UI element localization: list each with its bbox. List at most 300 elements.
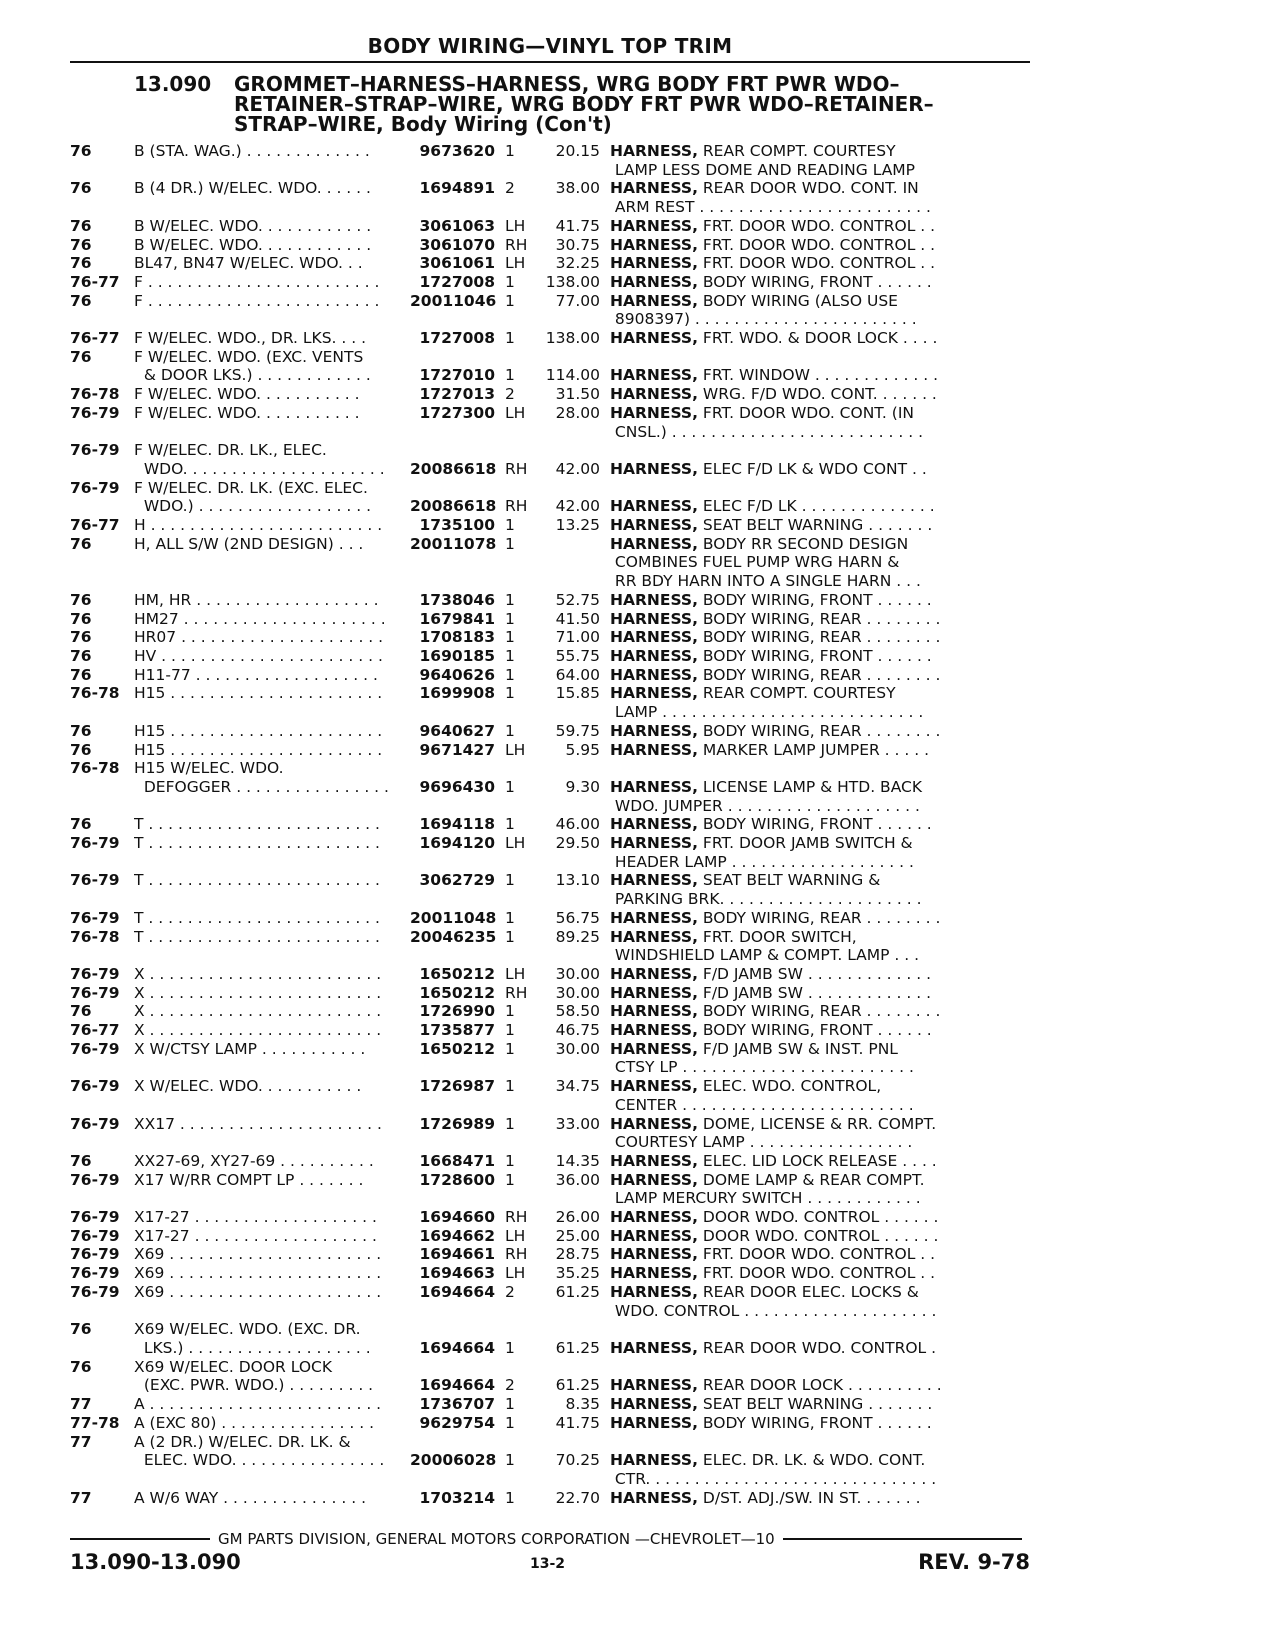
description-cell <box>600 217 970 236</box>
description-keyword: HARNESS, <box>610 385 698 404</box>
description-text: REAR DOOR WDO. CONT. IN <box>697 179 919 198</box>
price-cell: 42.00 <box>555 459 600 478</box>
description-text: WRG. F/D WDO. CONT. . . . . . . <box>697 385 937 404</box>
model-year-cell: 76-77 <box>70 272 120 291</box>
price-cell: 8.35 <box>565 1395 600 1414</box>
description-keyword: HARNESS, <box>610 646 698 665</box>
description-cell <box>600 871 970 890</box>
quantity-cell: 2 <box>505 1376 515 1395</box>
description-keyword: HARNESS, <box>610 1226 698 1245</box>
description-cell <box>600 1077 970 1096</box>
price-cell: 70.25 <box>555 1451 600 1470</box>
part-number-cell: 1727300 <box>419 403 495 422</box>
description-text: FRT. DOOR WDO. CONTROL . . <box>697 254 936 273</box>
description-cell <box>600 254 970 273</box>
description-text: REAR COMPT. COURTESY <box>697 684 896 703</box>
table-row <box>70 310 1070 329</box>
part-number-cell: 1735877 <box>419 1021 495 1040</box>
price-cell: 114.00 <box>545 366 600 385</box>
part-number-cell: 1736707 <box>419 1395 495 1414</box>
model-code-cell: HM, HR . . . . . . . . . . . . . . . . . . . <box>134 590 379 609</box>
table-row <box>70 553 1070 572</box>
model-year-cell: 76 <box>70 609 92 628</box>
model-year-cell: 76-79 <box>70 1208 120 1227</box>
description-cell <box>600 236 970 255</box>
description-keyword: HARNESS, <box>610 740 698 759</box>
part-number-cell: 9640627 <box>419 721 495 740</box>
table-row <box>70 1171 1070 1190</box>
model-year-cell: 76-77 <box>70 1021 120 1040</box>
description-text: FRT. DOOR WDO. CONTROL . . <box>697 1245 936 1264</box>
section-title-line: RETAINER–STRAP–WIRE, WRG BODY FRT PWR WDO–RETAINER– <box>234 92 934 116</box>
description-cell <box>600 647 970 666</box>
model-year-cell: 76-79 <box>70 1264 120 1283</box>
model-code-cell: X17-27 . . . . . . . . . . . . . . . . . . . <box>134 1226 377 1245</box>
model-code-cell: H, ALL S/W (2ND DESIGN) . . . <box>134 534 364 553</box>
table-row <box>70 1189 1070 1208</box>
description-cell <box>600 1002 970 1021</box>
quantity-cell: 1 <box>505 1039 515 1058</box>
part-number-cell: 1650212 <box>419 1039 495 1058</box>
model-code-cell: B (STA. WAG.) . . . . . . . . . . . . . <box>134 142 370 160</box>
model-code-cell: F W/ELEC. WDO. . . . . . . . . . . <box>134 403 360 422</box>
model-year-cell: 76 <box>70 646 92 665</box>
part-number-cell: 1694662 <box>419 1226 495 1245</box>
description-cell <box>600 834 970 853</box>
description-cell <box>600 1227 970 1246</box>
quantity-cell: 1 <box>505 366 515 385</box>
quantity-cell: 1 <box>505 516 515 535</box>
price-cell: 30.00 <box>555 983 600 1002</box>
price-cell: 33.00 <box>555 1114 600 1133</box>
model-year-cell: 76-79 <box>70 1170 120 1189</box>
description-keyword: HARNESS, <box>610 1488 698 1507</box>
quantity-cell: 1 <box>505 665 515 684</box>
price-cell: 41.50 <box>555 609 600 628</box>
table-row <box>70 647 1070 666</box>
description-keyword: HARNESS, <box>610 777 698 796</box>
price-cell: 61.25 <box>555 1339 600 1357</box>
description-text: BODY WIRING, FRONT . . . . . . <box>697 272 932 291</box>
description-text: LAMP LESS DOME AND READING LAMP <box>610 160 916 179</box>
table-row <box>70 535 1070 554</box>
quantity-cell: RH <box>505 459 528 478</box>
quantity-cell: 1 <box>505 1413 515 1432</box>
table-row <box>70 1395 1070 1414</box>
model-code-cell: B W/ELEC. WDO. . . . . . . . . . . . <box>134 216 372 235</box>
model-year-cell: 76 <box>70 1151 92 1170</box>
part-number-cell: 20006028 <box>410 1451 497 1470</box>
model-code-cell: H . . . . . . . . . . . . . . . . . . . . . . . . <box>134 516 383 535</box>
quantity-cell: 2 <box>505 179 515 198</box>
description-cell <box>600 460 970 479</box>
description-text: CENTER . . . . . . . . . . . . . . . . . . . . . . . . <box>610 1095 914 1114</box>
description-text: SEAT BELT WARNING . . . . . . . <box>697 516 933 535</box>
model-year-cell: 76 <box>70 628 92 647</box>
price-cell: 15.85 <box>555 684 600 703</box>
description-keyword: HARNESS, <box>610 403 698 422</box>
price-cell: 89.25 <box>555 927 600 946</box>
quantity-cell: 1 <box>505 1021 515 1040</box>
description-cell <box>600 1339 970 1358</box>
description-keyword: HARNESS, <box>610 1451 698 1470</box>
description-cell <box>600 1152 970 1171</box>
quantity-cell: 1 <box>505 684 515 703</box>
price-cell: 138.00 <box>545 272 600 291</box>
description-cell <box>600 666 970 685</box>
footer-rule <box>783 1538 1022 1540</box>
table-row <box>70 890 1070 909</box>
model-year-cell: 76 <box>70 254 92 273</box>
part-number-cell: 9640626 <box>419 665 495 684</box>
price-cell: 36.00 <box>555 1170 600 1189</box>
description-cell <box>600 142 970 161</box>
quantity-cell: 1 <box>505 1395 515 1414</box>
table-row <box>70 348 1070 367</box>
quantity-cell: 1 <box>505 1151 515 1170</box>
part-number-cell: 20011046 <box>410 291 497 310</box>
table-row <box>70 1358 1070 1377</box>
description-text: ELEC. WDO. CONTROL, <box>697 1077 882 1096</box>
description-cell <box>600 1021 970 1040</box>
model-code-cell: B W/ELEC. WDO. . . . . . . . . . . . <box>134 235 372 254</box>
description-text: BODY WIRING (ALSO USE <box>697 291 898 310</box>
quantity-cell: 1 <box>505 927 515 946</box>
table-row <box>70 1021 1070 1040</box>
description-keyword: HARNESS, <box>610 1114 698 1133</box>
table-row <box>70 161 1070 180</box>
description-text: FRT. DOOR JAMB SWITCH & <box>697 834 913 853</box>
table-row <box>70 1283 1070 1302</box>
quantity-cell: 1 <box>505 777 515 796</box>
description-text: FRT. DOOR WDO. CONTROL . . <box>697 235 936 254</box>
footer-publisher: GM PARTS DIVISION, GENERAL MOTORS CORPORATION —CHEVROLET—10 <box>218 1530 775 1548</box>
quantity-cell: RH <box>505 1208 528 1227</box>
description-cell <box>600 1115 970 1134</box>
footer-section-range: 13.090-13.090 <box>70 1550 241 1574</box>
model-code-cell: F . . . . . . . . . . . . . . . . . . . . . . . . <box>134 272 380 291</box>
model-code-cell: X17 W/RR COMPT LP . . . . . . . <box>134 1170 364 1189</box>
quantity-cell: LH <box>505 740 526 759</box>
description-cell <box>600 553 970 572</box>
model-code-cell: X69 W/ELEC. DOOR LOCK <box>134 1357 333 1376</box>
part-number-cell: 1694891 <box>419 179 495 198</box>
description-cell <box>600 1058 970 1077</box>
description-text: CTR. . . . . . . . . . . . . . . . . . . . . . . . . . . . . . <box>610 1469 937 1488</box>
price-cell: 77.00 <box>555 291 600 310</box>
part-number-cell: 20011078 <box>410 534 497 553</box>
quantity-cell: LH <box>505 964 526 983</box>
table-row <box>70 946 1070 965</box>
footer-publisher-line <box>70 1530 1030 1548</box>
description-text: FRT. DOOR WDO. CONT. (IN <box>697 403 914 422</box>
part-number-cell: 1738046 <box>419 590 495 609</box>
model-code-cell: B (4 DR.) W/ELEC. WDO. . . . . . <box>134 179 371 198</box>
quantity-cell: 1 <box>505 1339 515 1357</box>
description-keyword: HARNESS, <box>610 1339 698 1357</box>
model-year-cell: 76 <box>70 179 92 198</box>
model-code-cell: X . . . . . . . . . . . . . . . . . . . . . . . . <box>134 1021 382 1040</box>
model-code-cell: A (EXC 80) . . . . . . . . . . . . . . . . <box>134 1413 375 1432</box>
description-text: BODY WIRING, FRONT . . . . . . <box>697 590 932 609</box>
price-cell: 56.75 <box>555 908 600 927</box>
table-row <box>70 909 1070 928</box>
price-cell: 32.25 <box>555 254 600 273</box>
part-number-cell: 1668471 <box>419 1151 495 1170</box>
description-cell <box>600 1283 970 1302</box>
price-cell: 28.75 <box>555 1245 600 1264</box>
part-number-cell: 1679841 <box>419 609 495 628</box>
description-text: F/D JAMB SW . . . . . . . . . . . . . <box>697 964 932 983</box>
table-row <box>70 871 1070 890</box>
description-text: WINDSHIELD LAMP & COMPT. LAMP . . . <box>610 946 920 965</box>
section-title <box>234 74 1034 134</box>
description-cell <box>600 423 970 442</box>
description-cell <box>600 778 970 797</box>
description-text: RR BDY HARN INTO A SINGLE HARN . . . <box>610 572 921 591</box>
quantity-cell: 1 <box>505 272 515 291</box>
description-text: LICENSE LAMP & HTD. BACK <box>697 777 923 796</box>
description-keyword: HARNESS, <box>610 590 698 609</box>
description-text: FRT. WDO. & DOOR LOCK . . . . <box>697 329 938 348</box>
table-row <box>70 759 1070 778</box>
description-keyword: HARNESS, <box>610 1264 698 1283</box>
table-row <box>70 928 1070 947</box>
description-text: BODY WIRING, REAR . . . . . . . . <box>697 908 941 927</box>
quantity-cell: RH <box>505 497 528 516</box>
table-row <box>70 965 1070 984</box>
description-text: REAR DOOR WDO. CONTROL . <box>697 1339 937 1357</box>
model-year-cell: 76-79 <box>70 834 120 853</box>
table-row <box>70 479 1070 498</box>
model-year-cell: 76-78 <box>70 684 120 703</box>
description-text: F/D JAMB SW & INST. PNL <box>697 1039 898 1058</box>
part-number-cell: 1650212 <box>419 983 495 1002</box>
table-row <box>70 572 1070 591</box>
model-year-cell: 77 <box>70 1432 92 1451</box>
description-keyword: HARNESS, <box>610 291 698 310</box>
description-text: DOME LAMP & REAR COMPT. <box>697 1170 925 1189</box>
model-code-cell: T . . . . . . . . . . . . . . . . . . . . . . . . <box>134 834 380 853</box>
table-row <box>70 441 1070 460</box>
description-cell <box>600 1096 970 1115</box>
model-code-cell: H15 W/ELEC. WDO. <box>134 759 284 778</box>
description-keyword: HARNESS, <box>610 908 698 927</box>
table-row <box>70 1451 1070 1470</box>
price-cell: 28.00 <box>555 403 600 422</box>
table-row <box>70 1376 1070 1395</box>
description-cell <box>600 385 970 404</box>
table-row <box>70 722 1070 741</box>
description-keyword: HARNESS, <box>610 1376 698 1395</box>
quantity-cell: 1 <box>505 329 515 348</box>
table-row <box>70 198 1070 217</box>
quantity-cell: LH <box>505 834 526 853</box>
model-year-cell: 76-79 <box>70 1039 120 1058</box>
part-number-cell: 1694664 <box>419 1282 495 1301</box>
quantity-cell: 1 <box>505 1114 515 1133</box>
quantity-cell: 1 <box>505 815 515 834</box>
part-number-cell: 1727008 <box>419 329 495 348</box>
description-keyword: HARNESS, <box>610 871 698 890</box>
part-number-cell: 3061070 <box>419 235 495 254</box>
description-cell <box>600 928 970 947</box>
model-code-cell: HR07 . . . . . . . . . . . . . . . . . . . . . <box>134 628 384 647</box>
description-cell <box>600 572 970 591</box>
price-cell: 38.00 <box>555 179 600 198</box>
description-cell <box>600 797 970 816</box>
table-row <box>70 797 1070 816</box>
price-cell: 46.00 <box>555 815 600 834</box>
quantity-cell: 1 <box>505 1451 515 1470</box>
model-year-cell: 77-78 <box>70 1413 120 1432</box>
model-year-cell: 76 <box>70 590 92 609</box>
model-code-cell: X69 . . . . . . . . . . . . . . . . . . . . . . <box>134 1245 382 1264</box>
part-number-cell: 9671427 <box>419 740 495 759</box>
model-code-cell: H11-77 . . . . . . . . . . . . . . . . . . . <box>134 665 378 684</box>
model-year-cell: 76 <box>70 235 92 254</box>
description-cell <box>600 684 970 703</box>
part-number-cell: 1694118 <box>419 815 495 834</box>
description-text: BODY WIRING, REAR . . . . . . . . <box>697 721 941 740</box>
table-row <box>70 366 1070 385</box>
description-text: D/ST. ADJ./SW. IN ST. . . . . . . <box>697 1488 921 1507</box>
table-row <box>70 1133 1070 1152</box>
part-number-cell: 1699908 <box>419 684 495 703</box>
model-code-cell: WDO. . . . . . . . . . . . . . . . . . . . . <box>134 459 385 478</box>
part-number-cell: 3062729 <box>419 871 495 890</box>
table-row <box>70 236 1070 255</box>
description-keyword: HARNESS, <box>610 1002 698 1021</box>
model-year-cell: 76-78 <box>70 759 120 778</box>
description-keyword: HARNESS, <box>610 1282 698 1301</box>
model-year-cell: 76-78 <box>70 385 120 404</box>
description-cell <box>600 628 970 647</box>
table-row <box>70 1470 1070 1489</box>
table-row <box>70 1208 1070 1227</box>
description-cell <box>600 404 970 423</box>
model-year-cell: 76-79 <box>70 403 120 422</box>
part-number-cell: 1727008 <box>419 272 495 291</box>
model-code-cell: A (2 DR.) W/ELEC. DR. LK. & <box>134 1432 351 1451</box>
table-row <box>70 684 1070 703</box>
model-year-cell: 76-79 <box>70 983 120 1002</box>
model-year-cell: 77 <box>70 1488 92 1507</box>
description-text: DOOR WDO. CONTROL . . . . . . <box>697 1226 939 1245</box>
quantity-cell: 1 <box>505 291 515 310</box>
description-keyword: HARNESS, <box>610 834 698 853</box>
table-row <box>70 1058 1070 1077</box>
price-cell: 64.00 <box>555 665 600 684</box>
price-cell: 55.75 <box>555 646 600 665</box>
description-keyword: HARNESS, <box>610 216 698 235</box>
quantity-cell: RH <box>505 235 528 254</box>
description-cell <box>600 965 970 984</box>
quantity-cell: LH <box>505 254 526 273</box>
description-cell <box>600 853 970 872</box>
model-year-cell: 76-79 <box>70 1226 120 1245</box>
model-code-cell: X W/ELEC. WDO. . . . . . . . . . . <box>134 1077 362 1096</box>
model-code-cell: & DOOR LKS.) . . . . . . . . . . . . <box>134 366 371 385</box>
part-number-cell: 9673620 <box>419 142 495 160</box>
model-code-cell: F W/ELEC. DR. LK., ELEC. <box>134 441 327 460</box>
table-row <box>70 1320 1070 1339</box>
part-number-cell: 20086618 <box>410 497 497 516</box>
footer-rule <box>70 1538 210 1540</box>
part-number-cell: 1694661 <box>419 1245 495 1264</box>
description-text: ARM REST . . . . . . . . . . . . . . . . . . . . . . . . <box>610 198 931 217</box>
price-cell: 9.30 <box>565 777 600 796</box>
model-code-cell: F W/ELEC. WDO. . . . . . . . . . . <box>134 385 360 404</box>
quantity-cell: LH <box>505 1264 526 1283</box>
description-text: BODY WIRING, FRONT . . . . . . <box>697 646 932 665</box>
price-cell: 20.15 <box>555 142 600 160</box>
description-keyword: HARNESS, <box>610 1077 698 1096</box>
price-cell: 34.75 <box>555 1077 600 1096</box>
description-cell <box>600 741 970 760</box>
description-text: ELEC. DR. LK. & WDO. CONT. <box>697 1451 926 1470</box>
description-keyword: HARNESS, <box>610 366 698 385</box>
table-row <box>70 984 1070 1003</box>
description-text: COURTESY LAMP . . . . . . . . . . . . . . . . . <box>610 1133 913 1152</box>
price-cell: 5.95 <box>565 740 600 759</box>
quantity-cell: LH <box>505 403 526 422</box>
description-keyword: HARNESS, <box>610 983 698 1002</box>
description-keyword: HARNESS, <box>610 1208 698 1227</box>
table-row <box>70 385 1070 404</box>
table-row <box>70 610 1070 629</box>
model-code-cell: BL47, BN47 W/ELEC. WDO. . . <box>134 254 363 273</box>
model-year-cell: 76 <box>70 815 92 834</box>
description-cell <box>600 591 970 610</box>
description-cell <box>600 310 970 329</box>
model-code-cell: ELEC. WDO. . . . . . . . . . . . . . . . <box>134 1451 385 1470</box>
description-text: REAR DOOR LOCK . . . . . . . . . . <box>697 1376 942 1395</box>
model-year-cell: 76-79 <box>70 1077 120 1096</box>
description-cell <box>600 273 970 292</box>
model-code-cell: X . . . . . . . . . . . . . . . . . . . . . . . . <box>134 1002 382 1021</box>
section-title-line: GROMMET–HARNESS–HARNESS, WRG BODY FRT PWR WDO– <box>234 72 900 96</box>
description-text: REAR DOOR ELEC. LOCKS & <box>697 1282 919 1301</box>
quantity-cell: 1 <box>505 142 515 160</box>
quantity-cell: 1 <box>505 1488 515 1507</box>
part-number-cell: 1694660 <box>419 1208 495 1227</box>
quantity-cell: 2 <box>505 385 515 404</box>
model-code-cell: H15 . . . . . . . . . . . . . . . . . . . . . . <box>134 740 383 759</box>
description-cell <box>600 703 970 722</box>
description-text: BODY WIRING, REAR . . . . . . . . <box>697 609 941 628</box>
part-number-cell: 20086618 <box>410 459 497 478</box>
description-keyword: HARNESS, <box>610 329 698 348</box>
description-keyword: HARNESS, <box>610 628 698 647</box>
description-cell <box>600 984 970 1003</box>
description-keyword: HARNESS, <box>610 254 698 273</box>
part-number-cell: 1650212 <box>419 964 495 983</box>
table-row <box>70 254 1070 273</box>
description-text: BODY WIRING, FRONT . . . . . . <box>697 1021 932 1040</box>
description-text: FRT. DOOR WDO. CONTROL . . <box>697 1264 936 1283</box>
model-code-cell: H15 . . . . . . . . . . . . . . . . . . . . . . <box>134 684 383 703</box>
table-row <box>70 516 1070 535</box>
model-code-cell: T . . . . . . . . . . . . . . . . . . . . . . . . <box>134 927 380 946</box>
model-code-cell: XX27-69, XY27-69 . . . . . . . . . . <box>134 1151 374 1170</box>
model-code-cell: A W/6 WAY . . . . . . . . . . . . . . . <box>134 1488 367 1507</box>
part-number-cell: 1708183 <box>419 628 495 647</box>
part-number-cell: 1735100 <box>419 516 495 535</box>
price-cell: 29.50 <box>555 834 600 853</box>
description-keyword: HARNESS, <box>610 1170 698 1189</box>
model-year-cell: 77 <box>70 1395 92 1414</box>
